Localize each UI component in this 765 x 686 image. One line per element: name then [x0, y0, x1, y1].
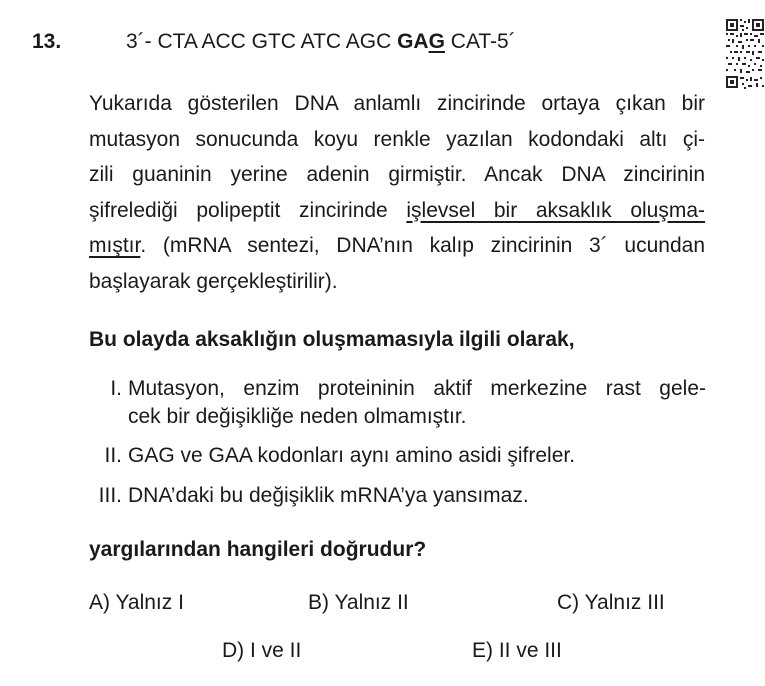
bold-codon-start: GA: [397, 30, 429, 53]
sequence-prefix: 3´- CTA ACC GTC ATC AGC: [126, 30, 398, 53]
statement-2-roman: II.: [104, 444, 122, 467]
statement-3-roman: III.: [98, 484, 122, 507]
underlined-guanine: G: [428, 30, 445, 53]
sequence-suffix: CAT-5´: [444, 30, 516, 53]
option-b[interactable]: B) Yalnız II: [308, 591, 409, 614]
statement-1-line-1: Mutasyon, enzim proteininin aktif merkezine rast gele-: [128, 377, 706, 400]
question-paragraph: [89, 86, 705, 300]
statement-1-body: [128, 374, 706, 430]
paragraph-line-6: başlayarak gerçekleştirilir).: [89, 269, 338, 293]
statement-1: [84, 374, 706, 430]
bold-codon: [397, 30, 445, 53]
option-d[interactable]: D) I ve II: [222, 639, 302, 662]
underlined-phrase-part-2: mıştır: [89, 234, 141, 258]
statement-1-roman: I.: [110, 377, 122, 400]
paragraph-line-4-plain: şifrelediği polipeptit zincirinde: [89, 198, 407, 222]
statement-2-text: GAG ve GAA kodonları aynı amino asidi şifreler.: [128, 444, 576, 467]
paragraph-line-5-plain: . (mRNA sentezi, DNA’nın kalıp zincirinin 3´ ucundan: [140, 234, 705, 258]
dna-sequence: [126, 28, 516, 56]
question-prompt: Bu olayda aksaklığın oluşmamasıyla ilgili olarak,: [89, 328, 575, 351]
qr-code-icon: [725, 18, 765, 90]
question-number: 13.: [32, 30, 62, 53]
statement-3: [84, 481, 529, 510]
paragraph-line-5: [89, 228, 705, 264]
underlined-phrase-part-1: işlevsel bir aksaklık oluşma-: [406, 198, 706, 222]
paragraph-line-2: mutasyon sonucunda koyu renkle yazılan kodondaki altı çi-: [89, 127, 705, 151]
option-c[interactable]: C) Yalnız III: [557, 591, 665, 614]
statement-3-text: DNA’daki bu değişiklik mRNA’ya yansımaz.: [128, 484, 529, 507]
statement-1-line-2: cek bir değişikliğe neden olmamıştır.: [128, 405, 467, 428]
option-e[interactable]: E) II ve III: [472, 639, 562, 662]
paragraph-line-3: zili guaninin yerine adenin girmiştir. Ancak DNA zincirinin: [89, 163, 705, 187]
option-a[interactable]: A) Yalnız I: [89, 591, 184, 614]
statement-2: [84, 441, 575, 470]
paragraph-line-4: [89, 193, 705, 229]
closing-prompt: yargılarından hangileri doğrudur?: [89, 538, 427, 561]
paragraph-line-1: Yukarıda gösterilen DNA anlamlı zincirinde ortaya çıkan bir: [89, 92, 705, 115]
